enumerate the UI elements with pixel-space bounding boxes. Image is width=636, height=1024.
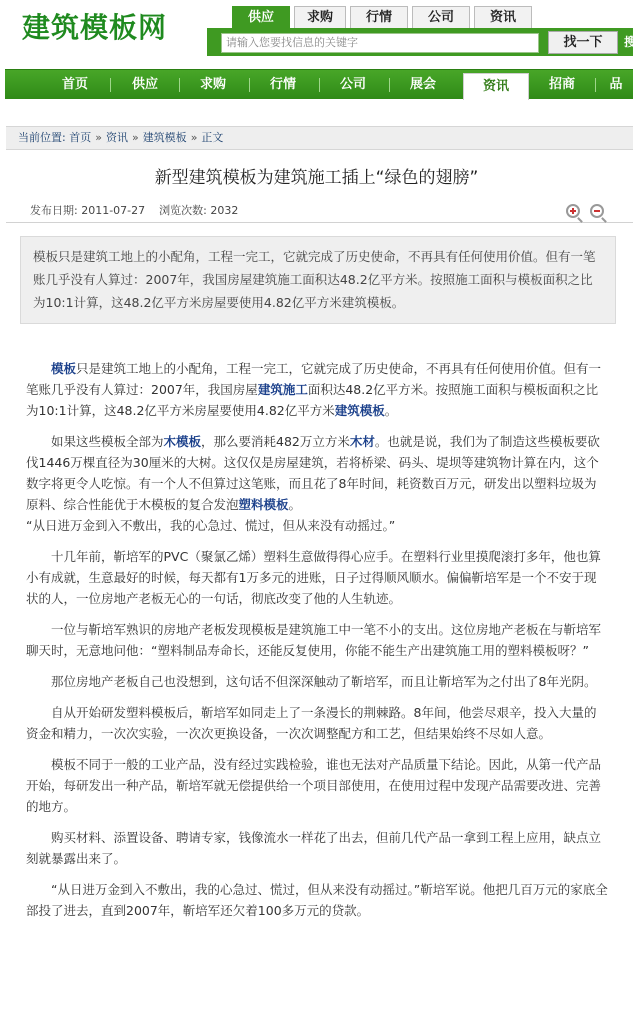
paragraph-text: 。也就是说，我们为了制造这些模板要砍伐1446万棵直径为30厘米的大树。这仅仅是房屋建筑，若将桥梁、码头、堤坝等建筑物计算在内，这个数字将更令人吃惊。有一个人不但算过这笔账，而且花了8年时间，耗资数百万元，研发出以塑料垃圾为原料、综合性能优于木模板的复合发泡	[26, 434, 600, 512]
nav-expo[interactable]: 展会	[409, 77, 436, 92]
main-nav	[5, 69, 633, 99]
breadcrumb-sep: »	[131, 131, 139, 144]
nav-invest[interactable]: 招商	[548, 77, 575, 92]
search-tab-market[interactable]: 行情	[350, 6, 408, 28]
paragraph	[26, 431, 608, 515]
breadcrumb	[6, 126, 633, 150]
keyword-link[interactable]: 塑料模板	[238, 497, 289, 512]
nav-supply[interactable]: 供应	[131, 77, 158, 92]
paragraph: 购买材料、添置设备、聘请专家，钱像流水一样花了出去，但前几代产品一拿到工程上应用，缺点立刻就暴露出来了。	[26, 830, 602, 866]
paragraph: “从日进万金到入不敷出，我的心急过、慌过，但从来没有动摇过。”	[26, 518, 396, 533]
nav-divider	[249, 78, 250, 92]
paragraph-text: 。	[384, 403, 398, 418]
keyword-link[interactable]: 建筑模板	[334, 403, 385, 418]
article-meta	[6, 199, 633, 223]
paragraph: 那位房地产老板自己也没想到，这句话不但深深触动了靳培军，而且让靳培军为之付出了8年光阴。	[51, 674, 597, 689]
date-label: 发布日期:	[30, 204, 78, 217]
zoom-in-icon[interactable]	[566, 204, 580, 218]
nav-divider	[319, 78, 320, 92]
nav-divider	[389, 78, 390, 92]
search-tab-buy[interactable]: 求购	[294, 6, 346, 28]
paragraph-text: 如果这些模板全部为	[51, 434, 164, 449]
keyword-link[interactable]: 建筑施工	[257, 382, 308, 397]
keyword-link[interactable]: 木模板	[163, 434, 202, 449]
nav-divider	[179, 78, 180, 92]
site-logo[interactable]: 建筑模板网	[22, 11, 168, 44]
article-summary: 模板只是建筑工地上的小配角，工程一完工，它就完成了历史使命，不再具有任何使用价值。但有一笔账几乎没有人算过：2007年，我国房屋建筑施工面积达48.2亿平方米。按照施工面积与模板面积之比为10:1计算，这48.2亿平方米房屋要使用4.82亿平方米建筑模板。	[20, 236, 616, 324]
article-body	[26, 358, 608, 931]
breadcrumb-sep: »	[190, 131, 198, 144]
nav-news[interactable]: 资讯	[463, 73, 529, 100]
keyword-link[interactable]: 木材	[349, 434, 375, 449]
nav-divider	[110, 78, 111, 92]
zoom-out-icon[interactable]	[590, 204, 604, 218]
search-input[interactable]: 请输入您要找信息的关键字	[221, 33, 539, 53]
publish-date: 2011-07-27	[81, 204, 146, 217]
paragraph-text: 。	[288, 497, 302, 512]
paragraph-text: ，那么要消耗482万立方米	[201, 434, 350, 449]
breadcrumb-sep: »	[95, 131, 102, 144]
paragraph: 自从开始研发塑料模板后，靳培军如同走上了一条漫长的荆棘路。8年间，他尝尽艰辛，投入大量的资金和精力，一次次实验，一次次更换设备，一次次调整配方和工艺，但结果始终不尽如人意。	[26, 705, 597, 741]
paragraph-text: 面积达48.2亿平方米。按照施工面积与模板面积之比为10:1计算，这48.2亿平方米房屋要使用4.82亿平方米	[26, 382, 599, 418]
breadcrumb-news[interactable]: 资讯	[105, 131, 128, 144]
nav-home[interactable]: 首页	[61, 77, 88, 92]
paragraph: “从日进万金到入不敷出，我的心急过、慌过，但从来没有动摇过。”靳培军说。他把几百万元的家底全部投了进去，直到2007年，靳培军还欠着100多万元的贷款。	[26, 882, 608, 918]
views-label: 浏览次数:	[159, 204, 207, 217]
search-tabs	[232, 6, 536, 28]
search-tab-news[interactable]: 资讯	[474, 6, 532, 28]
paragraph: 一位与靳培军熟识的房地产老板发现模板是建筑施工中一笔不小的支出。这位房地产老板在与靳培军聊天时，无意地问他：“塑料制品寿命长，还能反复使用，你能不能生产出建筑施工用的塑料模板呀？”	[26, 622, 602, 658]
nav-company[interactable]: 公司	[339, 77, 366, 92]
search-tab-supply[interactable]: 供应	[232, 6, 290, 28]
paragraph-text: 只是建筑工地上的小配角，工程一完工，它就完成了历史使命，不再具有任何使用价值。但有一笔账几乎没有人算过：2007年，我国房屋	[26, 361, 602, 397]
paragraph: 模板不同于一般的工业产品，没有经过实践检验，谁也无法对产品质量下结论。因此，从第一代产品开始，每研发出一种产品，靳培军就无偿提供给一个项目部使用，在使用过程中发现产品需要改进、完善的地方。	[26, 757, 602, 814]
nav-market[interactable]: 行情	[269, 77, 296, 92]
breadcrumb-home[interactable]: 首页	[69, 131, 92, 144]
nav-divider	[595, 78, 596, 92]
search-tab-company[interactable]: 公司	[412, 6, 470, 28]
page-title: 新型建筑模板为建筑施工插上“绿色的翅膀”	[154, 168, 479, 188]
nav-buy[interactable]: 求购	[199, 77, 226, 92]
search-extra-link[interactable]: 搜	[624, 35, 636, 49]
breadcrumb-current: 正文	[201, 131, 224, 144]
breadcrumb-category[interactable]: 建筑模板	[142, 131, 187, 144]
paragraph	[26, 358, 608, 421]
keyword-link[interactable]: 模板	[51, 361, 77, 376]
breadcrumb-prefix: 当前位置:	[18, 131, 66, 144]
paragraph: 十几年前，靳培军的PVC（聚氯乙烯）塑料生意做得得心应手。在塑料行业里摸爬滚打多年，他也算小有成就，生意最好的时候，每天都有1万多元的进账，日子过得顺风顺水。偏偏靳培军是一个不安于现状的人，一位房地产老板无心的一句话，彻底改变了他的人生轨迹。	[26, 549, 601, 606]
view-count: 2032	[210, 204, 239, 217]
search-button[interactable]: 找一下	[548, 31, 618, 54]
nav-product[interactable]: 品	[609, 77, 623, 92]
